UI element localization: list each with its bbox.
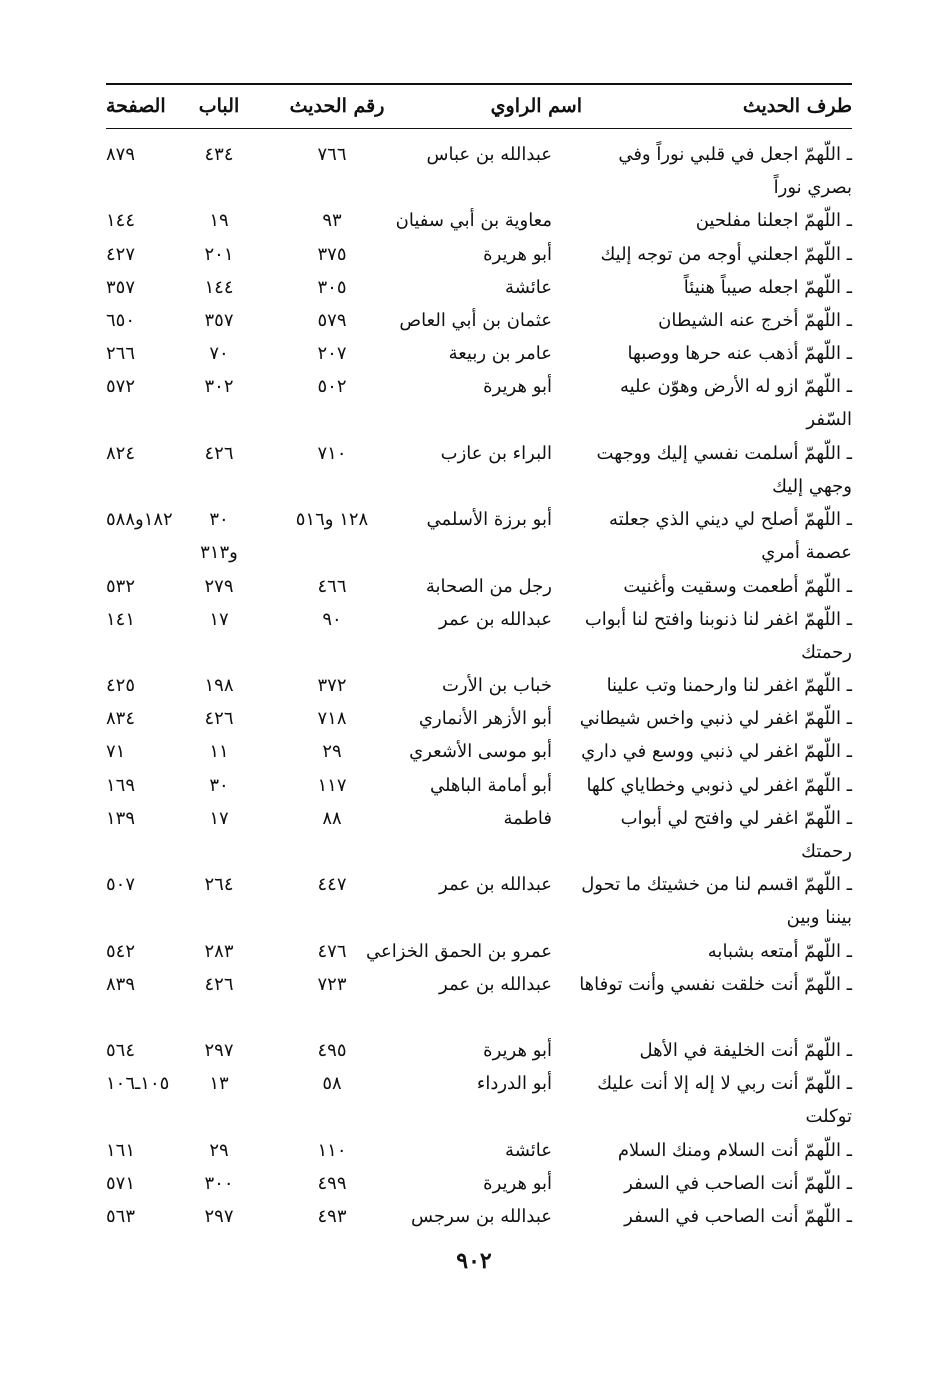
page-reference: ١٤١: [106, 608, 136, 630]
page-reference: ٦٥٠: [106, 309, 136, 331]
chapter-number-value: ٢٧٩: [204, 575, 234, 597]
hadith-text: ـ اللّهمّ اغفر لي ذنوبي وخطاياي كلها: [586, 774, 852, 796]
page-reference: ٥٠٧: [106, 874, 136, 896]
hadith-text: ـ اللّهمّ أسلمت نفسي إليك ووجهت وجهي إليك: [596, 442, 852, 497]
chapter-number: [176, 1134, 262, 1167]
page-reference: ٣٥٧: [106, 276, 136, 298]
page-reference: ٨٧٩: [106, 144, 136, 165]
chapter-number-value: ٣٠: [209, 774, 229, 796]
narrator-name: عبدالله بن عمر: [439, 973, 552, 995]
table-row: [106, 603, 852, 669]
narrator-name: أبو برزة الأسلمي: [426, 509, 552, 531]
header-chapter: الباب: [198, 95, 240, 117]
chapter-number-value: ٣٠: [209, 509, 229, 531]
chapter-number-value: ٤٢٦: [204, 442, 234, 464]
chapter-number-value: ٢٩٧: [204, 1040, 234, 1062]
table-body: [106, 138, 852, 1233]
narrator-name: عمرو بن الحمق الخزاعي: [366, 940, 552, 962]
hadith-number: ٢٩: [322, 741, 342, 763]
narrator-name: عائشة: [505, 1139, 552, 1161]
page-reference: ٧١: [106, 741, 126, 763]
hadith-text: ـ اللّهمّ أنت الخليفة في الأهل: [639, 1040, 852, 1062]
narrator-name: البراء بن عازب: [440, 442, 552, 464]
chapter-number-value: ١٧: [209, 608, 229, 630]
hadith-text: ـ اللّهمّ اغفر لي ذنبي ووسع في داري: [581, 741, 852, 763]
narrator-name: عامر بن ربيعة: [448, 343, 552, 365]
header-hadith-number: رقم الحديث: [289, 95, 385, 117]
chapter-number-value: ٢٦٤: [204, 874, 234, 896]
hadith-text: ـ اللّهمّ أصلح لي ديني الذي جعلته عصمة أمري: [608, 509, 852, 564]
chapter-number-value: ٢٩٧: [204, 1206, 234, 1228]
chapter-number: [176, 802, 262, 835]
page-reference: ١٣٩: [106, 807, 136, 829]
table-header-rule: [106, 128, 852, 129]
page-reference: ١٦٩: [106, 774, 136, 796]
chapter-number: [176, 337, 262, 370]
narrator-name: أبو هريرة: [483, 1040, 552, 1062]
narrator-name: أبو هريرة: [483, 1172, 552, 1194]
narrator-name: أبو أمامة الباهلي: [429, 774, 552, 796]
hadith-text: ـ اللّهمّ اجعلني أوجه من توجه إليك: [600, 243, 852, 265]
chapter-number: [176, 868, 262, 901]
chapter-number: [176, 238, 262, 271]
chapter-number: [176, 702, 262, 735]
table-row: [106, 968, 852, 1034]
hadith-number: ٤٦٦: [317, 575, 347, 597]
chapter-number: [176, 935, 262, 968]
hadith-number: ٨٨: [322, 807, 342, 829]
chapter-number-value: ٢٩: [209, 1139, 229, 1161]
page-reference: ٥٤٢: [106, 940, 136, 962]
chapter-number: [176, 968, 262, 1001]
table-row: [106, 138, 852, 204]
hadith-number: ٣٧٥: [317, 243, 347, 265]
hadith-number: ١١٠: [317, 1139, 347, 1161]
chapter-number: [176, 1034, 262, 1067]
page-reference: ٥٧٢: [106, 376, 136, 398]
hadith-text: ـ اللّهمّ اغفر لنا وارحمنا وتب علينا: [606, 675, 852, 697]
chapter-number: [176, 503, 262, 569]
chapter-number-value: ٤٣٤: [204, 144, 234, 165]
chapter-number-value: ١١: [209, 741, 229, 763]
table-row: [106, 935, 852, 968]
hadith-text: ـ اللّهمّ أنت الصاحب في السفر: [624, 1206, 852, 1228]
hadith-text: ـ اللّهمّ اغفر لنا ذنوبنا وافتح لنا أبواب رحمتك: [584, 608, 852, 663]
hadith-number: ٧٢٣: [317, 973, 347, 995]
table-row: [106, 271, 852, 304]
table-row: [106, 1067, 852, 1133]
table-row: [106, 204, 852, 237]
chapter-number: [176, 370, 262, 403]
hadith-number: ٩٠: [322, 608, 342, 630]
table-row: [106, 437, 852, 503]
narrator-name: عبدالله بن عمر: [439, 608, 552, 630]
hadith-text: ـ اللّهمّ أنت ربي لا إله إلا أنت عليك توكلت: [597, 1073, 852, 1128]
chapter-number-value: ١٧: [209, 807, 229, 829]
table-row: [106, 669, 852, 702]
page-reference: ١٤٤: [106, 210, 136, 232]
hadith-number: ٤٩٣: [317, 1206, 347, 1228]
table-row: [106, 1200, 852, 1233]
chapter-number-value: ٤٢٦: [204, 973, 234, 995]
chapter-number-value: ٤٢٦: [204, 708, 234, 730]
hadith-text: ـ اللّهمّ اجعله صيباً هنيئاً: [683, 276, 852, 298]
hadith-number: ١٢٨ و٥١٦: [295, 509, 369, 531]
hadith-number: ٧١٨: [317, 708, 347, 730]
chapter-number: [176, 271, 262, 304]
hadith-number: ٧٦٦: [317, 144, 347, 165]
chapter-number: [176, 735, 262, 768]
hadith-number: ٥٧٩: [317, 309, 347, 331]
hadith-text: ـ اللّهمّ أنت السلام ومنك السلام: [617, 1139, 852, 1161]
hadith-number: ٣٧٢: [317, 675, 347, 697]
chapter-number: [176, 769, 262, 802]
page-reference: ٨٢٤: [106, 442, 136, 464]
hadith-text: ـ اللّهمّ أمتعه بشبابه: [707, 940, 852, 962]
table-row: [106, 702, 852, 735]
table-row: [106, 337, 852, 370]
chapter-number-value: ٣٥٧: [204, 309, 234, 331]
hadith-number: ٢٠٧: [317, 343, 347, 365]
table-row: [106, 238, 852, 271]
hadith-number: ٩٣: [322, 210, 342, 232]
chapter-number-value: ٣٠٠: [204, 1172, 234, 1194]
narrator-name: عثمان بن أبي العاص: [399, 309, 552, 331]
hadith-text: ـ اللّهمّ اقسم لنا من خشيتك ما تحول بيننا وبين: [581, 874, 852, 929]
narrator-name: رجل من الصحابة: [425, 575, 552, 597]
chapter-number: [176, 669, 262, 702]
header-rawi: اسم الراوي: [490, 95, 582, 117]
narrator-name: معاوية بن أبي سفيان: [395, 210, 552, 232]
chapter-number: [176, 1167, 262, 1200]
narrator-name: عبدالله بن سرجس: [411, 1206, 552, 1228]
hadith-text: ـ اللّهمّ أطعمت وسقيت وأغنيت: [623, 575, 852, 597]
table-row: [106, 370, 852, 436]
narrator-name: أبو هريرة: [483, 376, 552, 398]
chapter-number-value: ١٩٨: [204, 675, 234, 697]
page-reference: ١٠٥ـ١٠٦: [106, 1073, 170, 1095]
narrator-name: أبو موسى الأشعري: [409, 741, 552, 763]
chapter-number: [176, 570, 262, 603]
narrator-name: عائشة: [505, 276, 552, 298]
hadith-number: ٤٧٦: [317, 940, 347, 962]
hadith-number: ٥٠٢: [317, 376, 347, 398]
page-number: ٩٠٢: [456, 1248, 492, 1274]
narrator-name: أبو الدرداء: [476, 1073, 552, 1095]
page-reference: ٤٢٥: [106, 675, 136, 697]
table-row: [106, 1134, 852, 1167]
hadith-text: ـ اللّهمّ أذهب عنه حرها ووصبها: [627, 343, 852, 365]
page-reference: ٨٣٤: [106, 708, 136, 730]
narrator-name: خباب بن الأرت: [441, 675, 552, 697]
hadith-number: ٤٩٥: [317, 1040, 347, 1062]
page-reference: ٥٦٤: [106, 1040, 136, 1062]
chapter-number-value: ٢٨٣: [204, 940, 234, 962]
page-reference: ٥٣٢: [106, 575, 136, 597]
hadith-text: ـ اللّهمّ اغفر لي وافتح لي أبواب رحمتك: [620, 807, 852, 862]
chapter-number-value: ٢٠١: [204, 243, 234, 265]
hadith-text: ـ اللّهمّ اجعلنا مفلحين: [695, 210, 852, 232]
table-row: [106, 735, 852, 768]
chapter-number: [176, 304, 262, 337]
table-row: [106, 802, 852, 868]
chapter-number-value: ١٩: [209, 210, 229, 232]
table-row: [106, 769, 852, 802]
hadith-text: ـ اللّهمّ أخرج عنه الشيطان: [658, 309, 852, 331]
page-reference: ١٨٢و٥٨٨: [106, 509, 173, 531]
table-row: [106, 304, 852, 337]
hadith-number: ٤٤٧: [317, 874, 347, 896]
page-reference: ٢٦٦: [106, 343, 136, 365]
table-header: [106, 88, 852, 126]
table-top-rule: [106, 83, 852, 85]
chapter-number-extra: و٣١٣: [200, 542, 238, 564]
hadith-number: ٧١٠: [317, 442, 347, 464]
chapter-number-value: ٣٠٢: [204, 376, 234, 398]
narrator-name: عبدالله بن عباس: [426, 144, 552, 165]
page-reference: ٥٦٣: [106, 1206, 136, 1228]
narrator-name: أبو الأزهر الأنماري: [418, 708, 552, 730]
hadith-text: ـ اللّهمّ ازو له الأرض وهوّن عليه السّفر: [619, 376, 852, 431]
chapter-number: [176, 603, 262, 636]
hadith-number: ٣٠٥: [317, 276, 347, 298]
chapter-number-value: ١٤٤: [204, 276, 234, 298]
hadith-number: ١١٧: [317, 774, 347, 796]
chapter-number-value: ٧٠: [209, 343, 229, 365]
table-row: [106, 868, 852, 934]
chapter-number: [176, 1067, 262, 1100]
page-reference: ١٦١: [106, 1139, 136, 1161]
chapter-number: [176, 138, 262, 171]
hadith-text: ـ اللّهمّ اجعل في قلبي نوراً وفي بصري نوراً: [618, 144, 852, 198]
chapter-number-value: ١٣: [209, 1073, 229, 1095]
hadith-text: ـ اللّهمّ أنت الصاحب في السفر: [624, 1172, 852, 1194]
table-row: [106, 1167, 852, 1200]
page-reference: ٥٧١: [106, 1172, 136, 1194]
hadith-text: ـ اللّهمّ اغفر لي ذنبي واخس شيطاني: [579, 708, 852, 730]
header-hadith: طرف الحديث: [742, 95, 852, 117]
narrator-name: فاطمة: [503, 807, 552, 829]
table-row: [106, 570, 852, 603]
narrator-name: أبو هريرة: [483, 243, 552, 265]
hadith-number: ٤٩٩: [317, 1172, 347, 1194]
chapter-number: [176, 437, 262, 470]
narrator-name: عبدالله بن عمر: [439, 874, 552, 896]
hadith-number: ٥٨: [322, 1073, 342, 1095]
chapter-number: [176, 204, 262, 237]
table-row: [106, 503, 852, 569]
page-reference: ٨٣٩: [106, 973, 136, 995]
page-reference: ٤٢٧: [106, 243, 136, 265]
hadith-text: ـ اللّهمّ أنت خلقت نفسي وأنت توفاها: [579, 973, 852, 995]
header-page: الصفحة: [106, 95, 166, 117]
chapter-number: [176, 1200, 262, 1233]
table-row: [106, 1034, 852, 1067]
